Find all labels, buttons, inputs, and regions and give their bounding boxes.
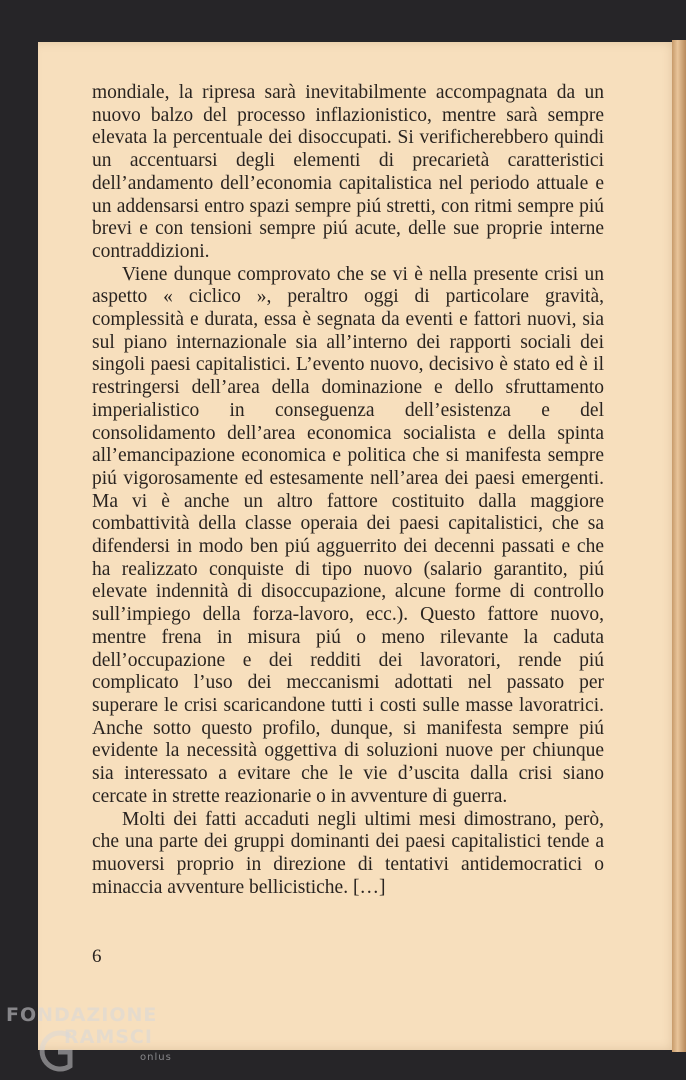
paragraph-3: Molti dei fatti accaduti negli ultimi mesi dimostrano, però, che una parte dei gruppi dominanti dei paesi capitalistici tende a muoversi proprio in direzione di tentativi antidemocratici o minaccia avventure bellicistiche. […] <box>92 808 604 898</box>
paragraph-2: Viene dunque comprovato che se vi è nella presente crisi un aspetto « ciclico », peraltro oggi di particolare gravità, complessità e durata, essa è segnata da eventi e fattori nuovi, sia sul piano internazionale sia all’interno dei rapporti sociali dei singoli paesi capitalistici. L’evento nuovo, decisivo è stato ed è il restringersi dell’area della dominazione e dello sfruttamento imperialistico in conseguenza dell’esistenza e del consolidamento dell’area economica socialista e della spinta all’emancipazione economica e politica che si manifesta sempre piú vigorosamente ed estesamente nell’area dei paesi emergenti. Ma vi è anche un altro fattore costituito dalla maggiore combattività della classe operaia dei paesi capitalistici, che sa difendersi in modo ben piú agguerrito dei decenni passati e che ha realizzato conquiste di tipo nuovo (salario garantito, piú elevate indennità di disoccupazione, alcune forme di controllo sull’impiego della forza-lavoro, ecc.). Questo fattore nuovo, mentre frena in misura piú o meno rilevante la caduta dell’occupazione e dei redditi dei lavoratori, rende piú complicato l’uso dei meccanismi adottati nel passato per superare le crisi scaricandone tutti i costi sulle masse lavoratrici. Anche sotto questo profilo, dunque, si manifesta sempre piú evidente la necessità oggettiva di soluzioni nuove per chiunque sia interessato a evitare che le vie d’uscita dalla crisi siano cercate in strette reazionarie o in avventure di guerra. <box>92 263 604 807</box>
watermark-onlus: onlus <box>140 1052 172 1063</box>
body-text <box>92 82 604 899</box>
page-edge <box>672 40 686 1052</box>
watermark-line2: RAMSCI <box>64 1026 153 1048</box>
watermark-line1: FONDAZIONE <box>6 1004 158 1026</box>
page-number: 6 <box>92 946 102 967</box>
paragraph-1: mondiale, la ripresa sarà inevitabilmente accompagnata da un nuovo balzo del processo inflazionistico, mentre sarà sempre elevata la percentuale dei disoccupati. Si verificherebbero quindi un accentuarsi degli elementi di precarietà caratteristici dell’andamento dell’economia capitalistica nel periodo attuale e un addensarsi entro spazi sempre piú stretti, con ritmi sempre piú brevi e con tensioni sempre piú acute, delle sue proprie interne contraddizioni. <box>92 82 604 262</box>
